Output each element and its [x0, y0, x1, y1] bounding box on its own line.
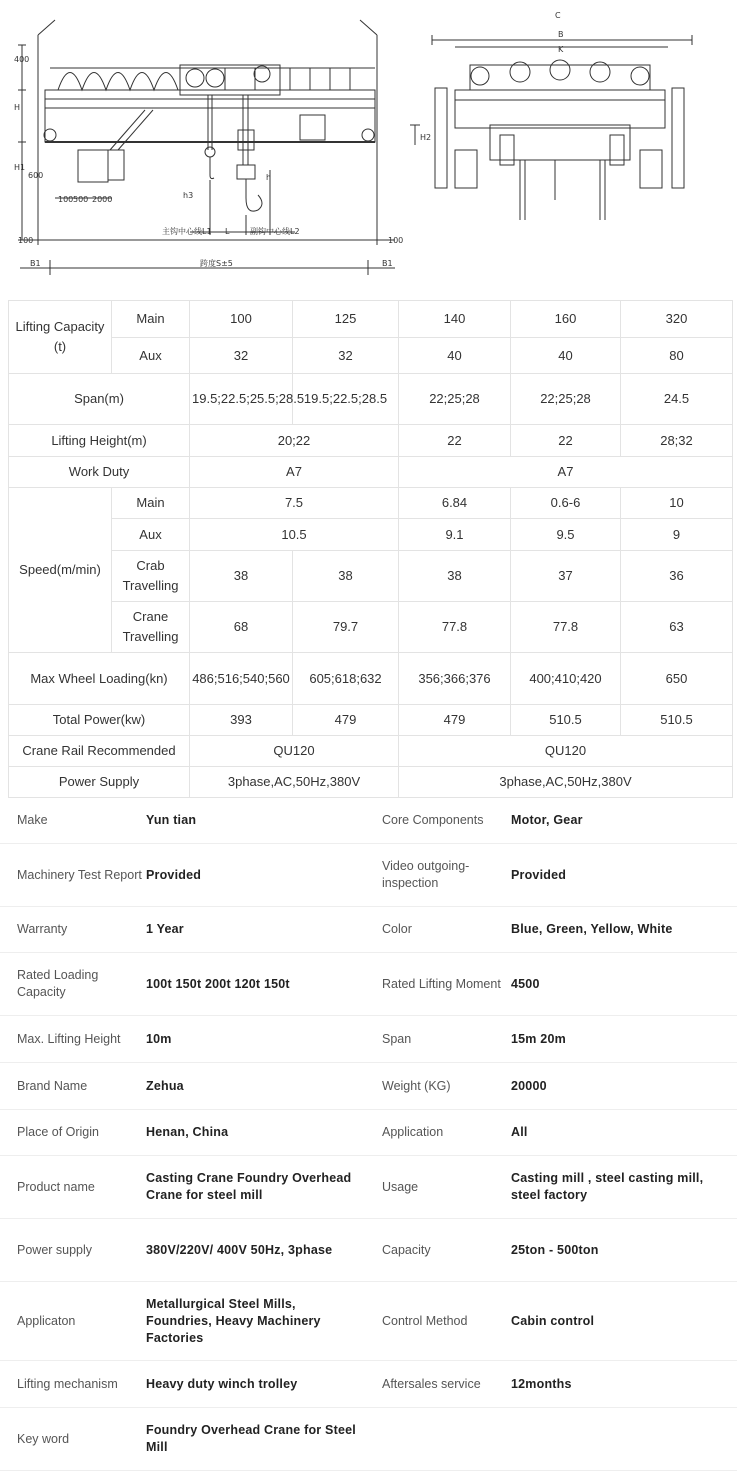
aux-value: 32 [293, 338, 399, 374]
attribute-row [0, 953, 737, 1016]
wheel-value: 400;410;420 [511, 653, 621, 705]
work-duty-value: A7 [399, 457, 733, 488]
attribute-key: Rated Loading Capacity [17, 968, 99, 999]
attribute-value: Yun tian [146, 812, 197, 827]
attribute-row [0, 1219, 737, 1282]
attribute-key: Aftersales service [382, 1376, 481, 1391]
attribute-key: Machinery Test Report [17, 867, 142, 882]
dim-label-h1: H1 [14, 163, 26, 172]
attribute-value: Casting mill , steel casting mill, steel factory [511, 1171, 704, 1202]
aux-value: 32 [190, 338, 293, 374]
aux-value: 40 [399, 338, 511, 374]
crane-value: 77.8 [399, 602, 511, 653]
dim-label-600: 600 [28, 171, 44, 180]
attribute-value: Zehua [146, 1078, 184, 1093]
attribute-value: 25ton - 500ton [511, 1242, 599, 1257]
crab-value: 38 [399, 551, 511, 602]
attribute-key: Key word [17, 1431, 70, 1446]
attribute-row [0, 1156, 737, 1219]
span-value: 22;25;28 [399, 374, 511, 425]
wheel-loading-label: Max Wheel Loading(kn) [9, 653, 190, 705]
speed-aux-label: Aux [112, 519, 190, 551]
lifting-height-value: 22 [399, 425, 511, 457]
rail-value: QU120 [399, 736, 733, 767]
attribute-key: Product name [17, 1179, 95, 1194]
dim-label-h-small: h [266, 173, 272, 182]
attribute-value: Blue, Green, Yellow, White [511, 922, 673, 936]
dim-label-b: B [558, 30, 564, 39]
attribute-key: Brand Name [17, 1078, 88, 1093]
power-value: 393 [190, 705, 293, 736]
attribute-value: 20000 [511, 1078, 547, 1093]
crane-value: 63 [621, 602, 733, 653]
dim-label-100-right: 100 [388, 236, 404, 245]
dim-label-h2: H2 [420, 133, 432, 142]
attribute-value: 15m 20m [511, 1031, 566, 1046]
attribute-value: Provided [146, 867, 202, 882]
crane-rail-label: Crane Rail Recommended [9, 736, 190, 767]
lifting-height-label: Lifting Height(m) [9, 425, 190, 457]
speed-aux-value: 9.1 [399, 519, 511, 551]
aux-label: Aux [112, 338, 190, 374]
attribute-value: Motor, Gear [511, 812, 583, 827]
dim-label-100-left: 100 [18, 236, 34, 245]
dim-label-b1-right: B1 [382, 259, 393, 268]
attribute-row [0, 1016, 737, 1063]
speed-aux-value: 10.5 [190, 519, 399, 551]
speed-aux-value: 9.5 [511, 519, 621, 551]
attribute-key: Applicaton [17, 1313, 76, 1328]
attribute-row [0, 1408, 737, 1471]
attribute-value: Provided [511, 867, 567, 882]
dim-label-b1-left: B1 [30, 259, 41, 268]
attribute-row [0, 844, 737, 907]
attribute-key: Warranty [17, 922, 68, 936]
attribute-key: Video outgoing-inspection [382, 859, 470, 890]
attribute-key: Usage [382, 1179, 419, 1194]
crab-value: 38 [293, 551, 399, 602]
attribute-key: Core Components [382, 812, 484, 827]
power-supply-label: Power Supply [9, 767, 190, 798]
attribute-key: Lifting mechanism [17, 1376, 118, 1391]
work-duty-value: A7 [190, 457, 399, 488]
power-value: 510.5 [621, 705, 733, 736]
wheel-value: 650 [621, 653, 733, 705]
crane-value: 79.7 [293, 602, 399, 653]
dim-label-l2: 副钩中心线L2 [250, 227, 300, 236]
attribute-value: Casting Crane Foundry Overhead Crane for steel mill [146, 1171, 352, 1202]
power-value: 479 [399, 705, 511, 736]
main-value: 160 [511, 301, 621, 338]
attribute-value: Henan, China [146, 1125, 229, 1139]
attribute-value: Foundry Overhead Crane for Steel Mill [146, 1423, 356, 1454]
lifting-height-value: 22 [511, 425, 621, 457]
dim-label-100: 100 [58, 195, 74, 204]
aux-value: 80 [621, 338, 733, 374]
attribute-value: Cabin control [511, 1313, 595, 1328]
dim-label-h3: h3 [183, 191, 194, 200]
dim-label-400-top: 400 [14, 55, 30, 64]
lifting-height-value: 28;32 [621, 425, 733, 457]
span-value: 19.5;22.5;28.5 [293, 374, 399, 425]
attribute-row [0, 1282, 737, 1361]
speed-main-value: 10 [621, 488, 733, 519]
attribute-key: Place of Origin [17, 1125, 99, 1139]
dim-label-span: 跨度S±5 [200, 259, 233, 268]
span-value: 19.5;22.5;25.5;28.5 [190, 374, 293, 425]
power-value: 510.5 [511, 705, 621, 736]
attribute-row [0, 1361, 737, 1408]
attribute-key: Power supply [17, 1242, 93, 1257]
attribute-value: 100t 150t 200t 120t 150t [146, 976, 290, 991]
attribute-key: Color [382, 922, 412, 936]
rail-value: QU120 [190, 736, 399, 767]
dim-label-l: L [225, 227, 230, 236]
crab-travelling-label: Crab Travelling [112, 551, 190, 602]
attribute-key: Application [382, 1125, 444, 1139]
attribute-value: 1 Year [146, 922, 184, 936]
dim-label-h: H [14, 103, 21, 112]
attribute-key: Max. Lifting Height [17, 1031, 121, 1046]
main-value: 100 [190, 301, 293, 338]
attribute-value: 4500 [511, 976, 540, 991]
speed-main-value: 7.5 [190, 488, 399, 519]
crab-value: 36 [621, 551, 733, 602]
attribute-value: All [511, 1125, 528, 1139]
attribute-row [0, 1063, 737, 1110]
speed-main-value: 6.84 [399, 488, 511, 519]
crane-technical-drawing [0, 0, 737, 300]
supply-value: 3phase,AC,50Hz,380V [190, 767, 399, 798]
wheel-value: 486;516;540;560 [190, 653, 293, 705]
attribute-key: Rated Lifting Moment [382, 976, 501, 991]
span-label: Span(m) [9, 374, 190, 425]
attribute-row [0, 907, 737, 953]
speed-main-label: Main [112, 488, 190, 519]
attribute-key: Span [382, 1031, 412, 1046]
main-label: Main [112, 301, 190, 338]
attribute-key: Control Method [382, 1313, 468, 1328]
attribute-value: 12months [511, 1376, 572, 1391]
attribute-key: Make [17, 812, 48, 827]
dim-label-500: 500 [73, 195, 89, 204]
lifting-height-value: 20;22 [190, 425, 399, 457]
speed-label: Speed(m/min) [9, 488, 112, 653]
wheel-value: 605;618;632 [293, 653, 399, 705]
crane-value: 77.8 [511, 602, 621, 653]
attribute-value: Heavy duty winch trolley [146, 1376, 298, 1391]
attribute-key: Weight (KG) [382, 1078, 451, 1093]
crab-value: 37 [511, 551, 621, 602]
work-duty-label: Work Duty [9, 457, 190, 488]
attribute-value: Metallurgical Steel Mills, Foundries, Heavy Machinery Factories [146, 1296, 321, 1345]
crane-travelling-label: Crane Travelling [112, 602, 190, 653]
attribute-value: 10m [146, 1031, 172, 1046]
span-value: 24.5 [621, 374, 733, 425]
attribute-value: 380V/220V/ 400V 50Hz, 3phase [146, 1242, 333, 1257]
dim-label-k: K [558, 45, 564, 54]
power-value: 479 [293, 705, 399, 736]
main-value: 140 [399, 301, 511, 338]
main-value: 125 [293, 301, 399, 338]
lifting-capacity-label: Lifting Capacity (t) [9, 301, 112, 374]
attribute-key: Capacity [382, 1242, 431, 1257]
attribute-row [0, 1110, 737, 1156]
drawing-svg [0, 0, 737, 300]
supply-value: 3phase,AC,50Hz,380V [399, 767, 733, 798]
speed-main-value: 0.6-6 [511, 488, 621, 519]
attribute-row [0, 797, 737, 844]
crab-value: 38 [190, 551, 293, 602]
dim-label-c: C [555, 11, 561, 20]
dim-label-l1: 主钩中心线L1 [162, 227, 212, 236]
product-attributes [0, 797, 737, 1471]
crane-value: 68 [190, 602, 293, 653]
wheel-value: 356;366;376 [399, 653, 511, 705]
span-value: 22;25;28 [511, 374, 621, 425]
dim-label-2000: 2000 [92, 195, 113, 204]
spec-table [8, 300, 733, 798]
main-value: 320 [621, 301, 733, 338]
total-power-label: Total Power(kw) [9, 705, 190, 736]
aux-value: 40 [511, 338, 621, 374]
speed-aux-value: 9 [621, 519, 733, 551]
